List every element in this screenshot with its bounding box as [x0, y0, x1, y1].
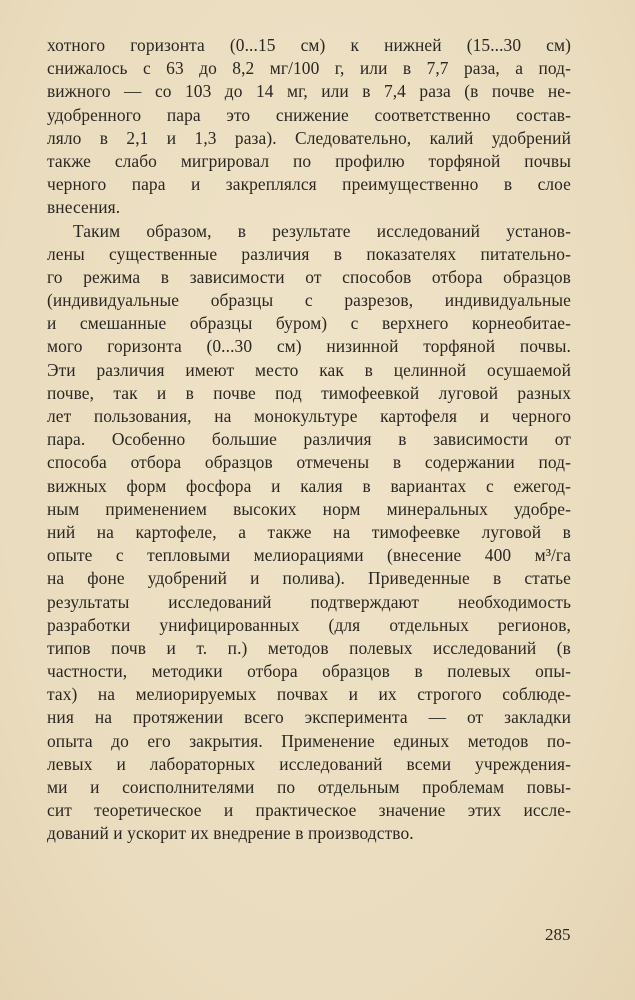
text-line: и смешанные образцы буром) с верхнего корнеобитае- [47, 313, 571, 334]
text-line: тах) на мелиорируемых почвах и их строгого соблюде- [47, 684, 571, 705]
text-line: мого горизонта (0...30 см) низинной торфяной почвы. [47, 336, 571, 357]
text-line: разработки унифицированных (для отдельных регионов, [47, 614, 571, 635]
text-line: опыта до его закрытия. Применение единых методов по- [47, 730, 571, 751]
body-text [47, 34, 571, 846]
text-line: на фоне удобрений и полива). Приведенные в статье [47, 568, 571, 589]
paragraph-2 [47, 220, 571, 846]
text-line: почве, так и в почве под тимофеевкой луговой разных [47, 382, 571, 403]
text-line: Эти различия имеют место как в целинной осушаемой [47, 359, 571, 380]
text-line: ляло в 2,1 и 1,3 раза). Следовательно, калий удобрений [47, 127, 571, 148]
text-line: ми и соисполнителями по отдельным проблемам повы- [47, 777, 571, 797]
text-line: Таким образом, в результате исследований установ- [73, 220, 571, 241]
text-line: снижалось с 63 до 8,2 мг/100 г, или в 7,7 раза, а под- [47, 58, 571, 79]
text-line: пара. Особенно большие различия в зависимости от [47, 429, 571, 450]
text-line: лены существенные различия в показателях питательно- [47, 243, 571, 264]
text-line: (индивидуальные образцы с разрезов, индивидуальные [47, 290, 571, 311]
text-line: результаты исследований подтверждают необходимость [47, 591, 571, 612]
text-line: частности, методики отбора образцов в полевых опы- [47, 661, 571, 682]
text-line: го режима в зависимости от способов отбора образцов [47, 266, 571, 287]
text-line: вижного — со 103 до 14 мг, или в 7,4 раза (в почве не- [47, 81, 571, 102]
text-line: ний на картофеле, а также на тимофеевке луговой в [47, 521, 571, 542]
text-line: ным применением высоких норм минеральных удобре- [47, 498, 571, 519]
text-line: опыте с тепловыми мелиорациями (внесение 400 м³/га [47, 545, 571, 566]
text-line: типов почв и т. п.) методов полевых исследований (в [47, 637, 571, 658]
text-line: удобренного пара это снижение соответственно состав- [47, 104, 571, 125]
text-line: внесения. [47, 197, 121, 218]
text-line: черного пара и закреплялся преимущественно в слое [47, 174, 571, 195]
text-line: вижных форм фосфора и калия в вариантах с ежегод- [47, 475, 571, 496]
paragraph-1 [47, 34, 571, 220]
text-line: сит теоретическое и практическое значение этих иссле- [47, 800, 571, 821]
text-line: лет пользования, на монокультуре картофеля и черного [47, 406, 571, 426]
text-line: дований и ускорит их внедрение в производство. [47, 823, 414, 844]
text-line: хотного горизонта (0...15 см) к нижней (15...30 см) [47, 35, 571, 55]
text-line: также слабо мигрировал по профилю торфяной почвы [47, 150, 571, 171]
page-number: 285 [545, 925, 571, 944]
text-line: ния на протяжении всего эксперимента — от закладки [47, 707, 571, 728]
text-line: способа отбора образцов отмечены в содержании под- [47, 452, 571, 473]
text-line: левых и лабораторных исследований всеми учреждения- [47, 753, 571, 774]
